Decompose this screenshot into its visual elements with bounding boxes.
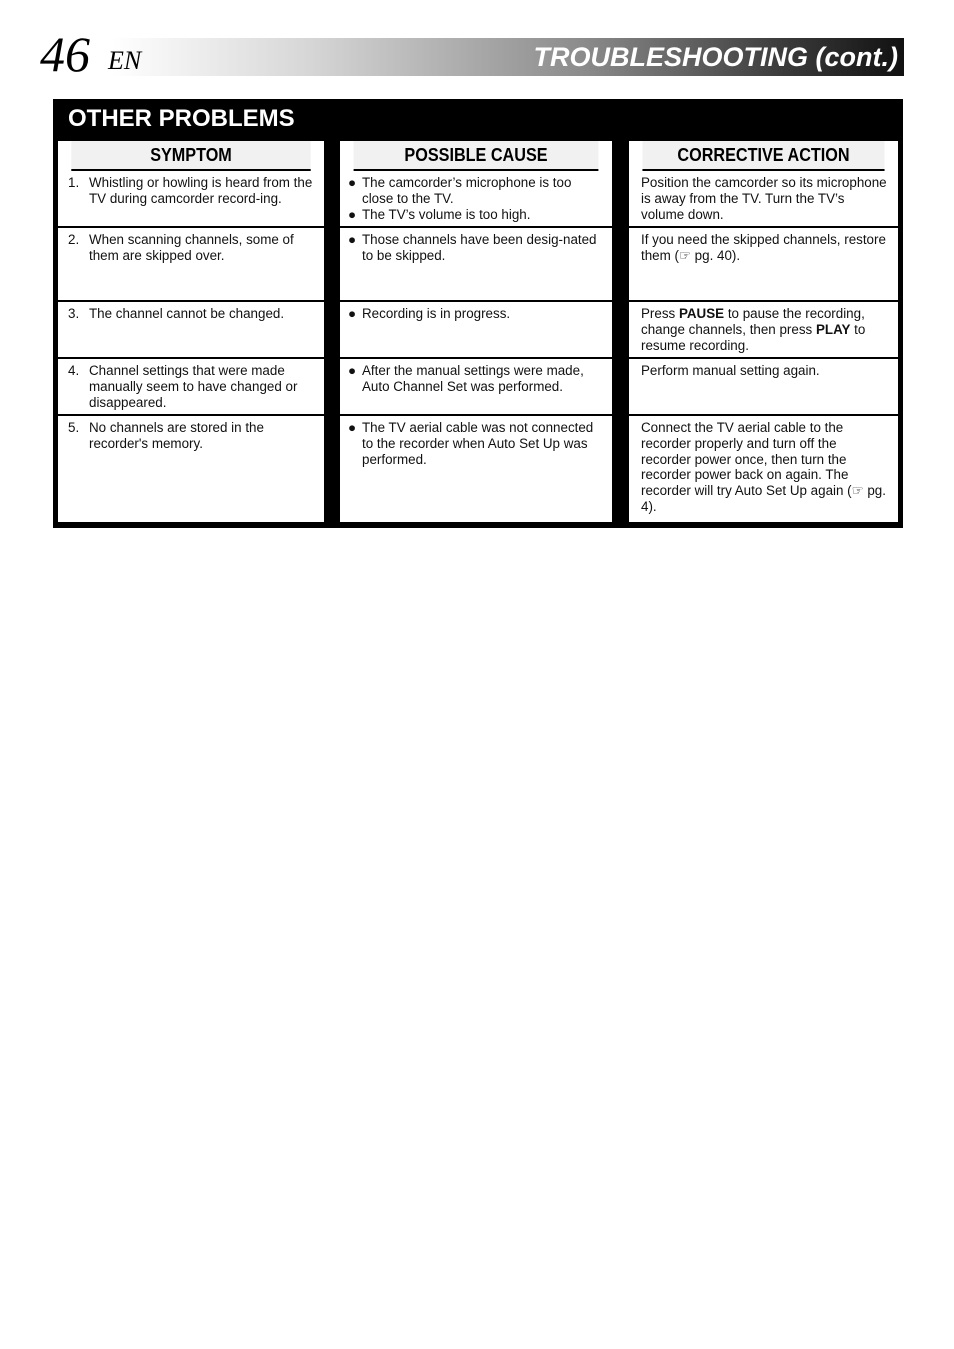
play-key-label: PLAY	[815, 321, 851, 337]
symptom-text: When scanning channels, some of them are skipped over.	[89, 232, 294, 263]
bullet-icon: ●	[348, 306, 357, 321]
bullet-icon: ●	[348, 363, 357, 378]
symptom-column	[58, 141, 324, 522]
cause-text: Those channels have been desig-nated to be skipped.	[362, 232, 597, 263]
cause-column	[340, 141, 612, 522]
bullet-icon: ●	[348, 175, 357, 190]
language-code: EN	[108, 46, 142, 75]
action-text-part: to resume recording.	[641, 321, 866, 353]
action-text	[641, 306, 888, 353]
cause-item	[348, 232, 604, 264]
cause-cell-5	[340, 416, 612, 522]
action-text: If you need the skipped channels, restore them (☞ pg. 40).	[641, 232, 886, 263]
cause-cell-3	[340, 302, 612, 359]
action-text: Perform manual setting again.	[641, 363, 820, 378]
row-number: 2.	[68, 232, 80, 247]
action-text: Connect the TV aerial cable to the recorder properly and turn off the recorder power once, then turn the recorder power back on again. The recorder will try Auto Set Up again (☞ pg. 4).	[641, 420, 886, 514]
cause-header: POSSIBLE CAUSE	[354, 141, 599, 171]
symptom-text: Whistling or howling is heard from the TV during camcorder record-ing.	[89, 175, 313, 206]
cause-text: The TV’s volume is too high.	[362, 206, 531, 222]
action-header: CORRECTIVE ACTION	[642, 141, 884, 171]
other-problems-panel	[53, 99, 903, 528]
symptom-text: Channel settings that were made manually seem to have changed or disappeared.	[89, 363, 298, 410]
symptom-cell-2	[58, 228, 324, 302]
cause-text: The TV aerial cable was not connected to the recorder when Auto Set Up was performed.	[362, 420, 594, 467]
cause-item	[348, 175, 604, 207]
symptom-cell-3	[58, 302, 324, 359]
row-number: 4.	[68, 363, 80, 378]
symptom-text: The channel cannot be changed.	[89, 306, 285, 321]
symptom-text: No channels are stored in the recorder's memory.	[89, 420, 264, 451]
cause-text: Recording is in progress.	[362, 306, 511, 321]
cause-item	[348, 363, 604, 395]
action-cell-1	[629, 171, 898, 228]
bullet-icon: ●	[348, 206, 357, 222]
row-number: 5.	[68, 420, 80, 435]
page-header	[40, 26, 904, 82]
action-cell-5	[629, 416, 898, 522]
bullet-icon: ●	[348, 232, 357, 247]
cause-item	[348, 306, 604, 322]
section-title: OTHER PROBLEMS	[68, 105, 295, 132]
action-column	[629, 141, 898, 522]
row-number: 1.	[68, 175, 80, 190]
cause-text: The camcorder’s microphone is too close to the TV.	[362, 175, 572, 206]
action-text: Position the camcorder so its microphone is away from the TV. Turn the TV’s volume down.	[641, 175, 887, 222]
cause-cell-2	[340, 228, 612, 302]
page-title: TROUBLESHOOTING (cont.)	[533, 42, 898, 72]
action-text-part: Press	[641, 306, 679, 321]
cause-item	[348, 206, 604, 223]
symptom-cell-4	[58, 359, 324, 416]
action-cell-2	[629, 228, 898, 302]
cause-cell-4	[340, 359, 612, 416]
page-number: 46	[40, 26, 90, 82]
bullet-icon: ●	[348, 420, 357, 435]
action-cell-3	[629, 302, 898, 359]
symptom-cell-5	[58, 416, 324, 522]
symptom-header: SYMPTOM	[71, 141, 310, 171]
action-cell-4	[629, 359, 898, 416]
cause-cell-1	[340, 171, 612, 228]
cause-text: After the manual settings were made, Auto Channel Set was performed.	[362, 363, 584, 394]
cause-item	[348, 420, 604, 467]
row-number: 3.	[68, 306, 80, 321]
pause-key-label: PAUSE	[678, 306, 725, 321]
action-text-part: to pause the recording, change channels, then press	[641, 306, 865, 337]
symptom-cell-1	[58, 171, 324, 228]
